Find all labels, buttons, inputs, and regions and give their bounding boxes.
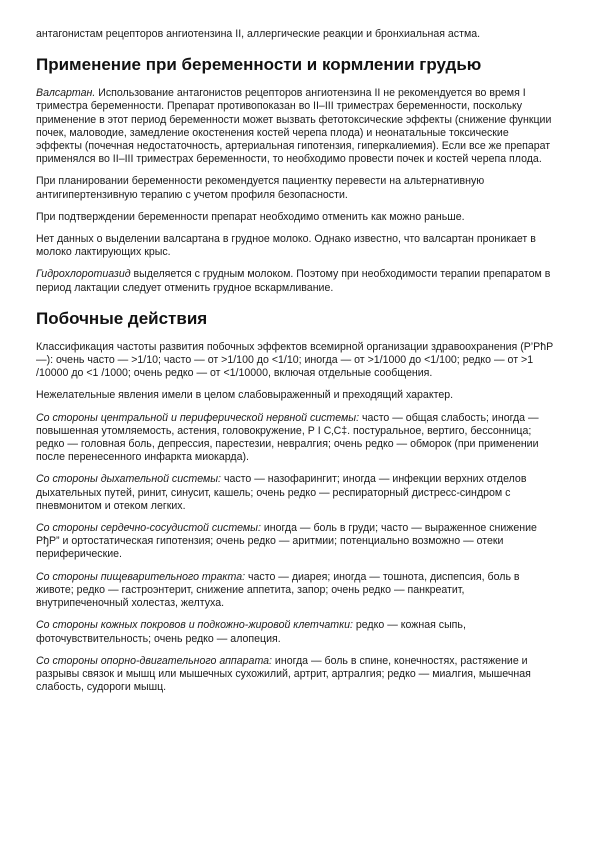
valsartan-paragraph [36, 87, 557, 166]
resp-text: часто — назофарингит; иногда — инфекции верхних отделов дыхательных путей, ринит, синусит, кашель; очень редко — респираторный дистресс-синдром с пневмонитом и отеком легких. [36, 473, 527, 512]
confirm-paragraph: При подтверждении беременности препарат необходимо отменить как можно раньше. [36, 210, 465, 223]
msk-label: Со стороны опорно-двигательного аппарата: [36, 654, 272, 667]
cardio-paragraph [36, 522, 557, 562]
valsartan-text: Использование антагонистов рецепторов ангиотензина II не рекомендуется во время I триместра беременности. Препарат противопоказан во II–III триместрах беременности, поскольку применение в этот период беременности может вызвать фетотоксические эффекты (снижение функции почек, маловодие, замедление окостенения костей черепа плода) и неонатальные токсические эффекты (почечная недостаточность, артериальная гипотензия, гиперкалиемия). Если все же препарат применялся во II–III триместрах беременности, то необходимо провести почек и костей черепа плода. [36, 87, 552, 166]
heading-pregnancy: Применение при беременности и кормлении грудью [36, 55, 482, 75]
intro-line: антагонистам рецепторов ангиотензина II, аллергические реакции и бронхиальная астма. [36, 28, 481, 40]
classification-paragraph: Классификация частоты развития побочных эффектов всемирной организации здравоохранения (Р’РћР—): очень часто — >1/10; часто — от >1/100 до <1/10; иногда — от >1/1000 до <1/100; редко — от >1 /10000 до <1 /1000; очень редко — от <1/10000, включая отдельные сообщения. [36, 340, 554, 380]
valsartan-label: Валсартан. [36, 87, 96, 100]
msk-paragraph [36, 655, 557, 695]
skin-paragraph [36, 619, 557, 645]
cardio-label: Со стороны сердечно-сосудистой системы: [36, 522, 261, 535]
milk-paragraph: Нет данных о выделении валсартана в грудное молоко. Однако известно, что валсартан проникает в молоко лактирующих крыс. [36, 233, 536, 259]
cns-label: Со стороны центральной и периферической нервной системы: [36, 411, 360, 424]
planning-paragraph: При планировании беременности рекомендуется пациентку перевести на альтернативную антигипертензивную терапию с учетом профиля безопасности. [36, 175, 485, 201]
skin-label: Со стороны кожных покровов и подкожно-жировой клетчатки: [36, 619, 353, 632]
general-paragraph: Нежелательные явления имели в целом слабовыраженный и преходящий характер. [36, 389, 454, 402]
gi-label: Со стороны пищеварительного тракта: [36, 570, 246, 583]
hctz-paragraph [36, 268, 557, 294]
cardio-text: иногда — боль в груди; часто — выраженное снижение РђР” и ортостатическая гипотензия; очень редко — аритмии; потенциально возможно — отеки периферические. [36, 522, 537, 561]
msk-text: иногда — боль в спине, конечностях, растяжение и разрывы связок и мышц или мышечных сухожилий, артрит, артралгия; редко — миалгия, мышечная слабость, судороги мышц. [36, 654, 531, 694]
heading-side-effects: Побочные действия [36, 308, 208, 328]
gi-text: часто — диарея; иногда — тошнота, диспепсия, боль в животе; редко — гастроэнтерит, снижение аппетита, запор; очень редко — панкреатит, внутрипеченочный холестаз, желтуха. [36, 570, 520, 610]
hctz-text: выделяется с грудным молоком. Поэтому при необходимости терапии препаратом в период лактации следует отменить грудное вскармливание. [36, 268, 551, 294]
skin-text: редко — кожная сыпь, фоточувствительность; очень редко — алопеция. [36, 619, 466, 645]
cns-text: часто — общая слабость; иногда — повышенная утомляемость, астения, головокружение, Р I С‚С‡. постуральное, вертиго, бессонница; редко — головная боль, депрессия, парестезии, невралгия; очень редко — обморок (при применении после перенесенного инфаркта миокарда). [36, 411, 539, 464]
cns-paragraph [36, 412, 557, 465]
resp-label: Со стороны дыхательной системы: [36, 473, 222, 486]
gi-paragraph [36, 571, 557, 611]
resp-paragraph [36, 473, 557, 513]
hctz-label: Гидрохлоротиазид [36, 268, 131, 281]
